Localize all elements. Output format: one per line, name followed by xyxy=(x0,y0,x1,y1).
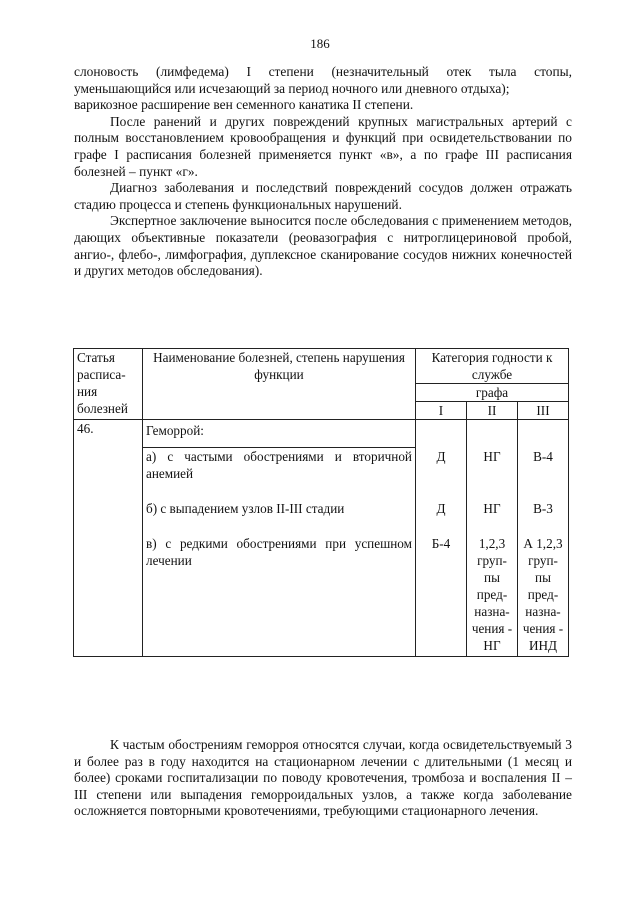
table-row xyxy=(74,500,569,535)
table-header-row xyxy=(74,349,569,384)
paragraph: слоновость (лимфедема) I степени (незначительный отек тыла стопы, уменьшающийся или исчезающий за период ночного или дневного отдыха); xyxy=(74,64,572,96)
article-number: 46. xyxy=(74,420,143,657)
header-col-i: I xyxy=(416,402,467,420)
paragraph: Диагноз заболевания и последствий повреждений сосудов должен отражать стадию процесса и степень функциональных нарушений. xyxy=(74,180,572,212)
header-col-iii: III xyxy=(518,402,569,420)
header-article: Статья расписа-ния болезней xyxy=(74,349,143,420)
cell-graf-iii: В-4 xyxy=(518,448,569,501)
paragraph: варикозное расширение вен семенного канатика II степени. xyxy=(74,97,414,113)
cell-graf-i: Д xyxy=(416,448,467,501)
row-item-text: б) с выпадением узлов II-III стадии xyxy=(143,500,416,535)
cell-graf-ii: НГ xyxy=(467,448,518,501)
paragraph: К частым обострениям геморроя относятся случаи, когда освидетельствуемый 3 и более раз в году находится на стационарном лечении с длительными (1 месяц и более) сроками госпитализации по поводу кровотечения, тромбоза и воспаления II – III степени или выпадения геморроидальных узлов, а также когда заболевание осложняется повторными кровотечениями, требующими стационарного лечения. xyxy=(74,737,572,819)
header-graf: графа xyxy=(416,384,569,402)
table-row xyxy=(74,448,569,501)
disease-schedule-table xyxy=(73,348,569,657)
table-row xyxy=(74,420,569,448)
cell-graf-i: Д xyxy=(416,500,467,535)
header-disease-name: Наименование болезней, степень нарушения функции xyxy=(143,349,416,420)
page-number: 186 xyxy=(310,36,330,51)
text-block-top xyxy=(74,64,572,280)
header-col-ii: II xyxy=(467,402,518,420)
cell-graf-iii: В-3 xyxy=(518,500,569,535)
paragraph: Экспертное заключение выносится после обследования с применением методов, дающих объективные показатели (реовазография с нитроглицериновой пробой, ангио-, флебо-, лимфография, дуплексное сканирование сосудов нижних конечностей и других методов обследования). xyxy=(74,213,572,279)
disease-title: Геморрой: xyxy=(143,420,416,448)
text-block-bottom xyxy=(74,737,572,820)
cell-graf-iii: А 1,2,3 груп-пы пред-назна-чения - ИНД xyxy=(518,535,569,657)
paragraph: После ранений и других повреждений крупных магистральных артерий с полным восстановлением кровообращения и функций при освидетельствовании по графе I расписания болезней применяется пункт «в», а по графе III расписания болезней – пункт «г». xyxy=(74,113,572,179)
cell-graf-i: Б-4 xyxy=(416,535,467,657)
cell-graf-ii: 1,2,3 груп-пы пред-назна-чения - НГ xyxy=(467,535,518,657)
row-item-text: в) с редкими обострениями при успешном лечении xyxy=(143,535,416,657)
cell-graf-ii: НГ xyxy=(467,500,518,535)
row-item-text: а) с частыми обострениями и вторичной анемией xyxy=(143,448,416,501)
table-row xyxy=(74,535,569,657)
header-category: Категория годности к службе xyxy=(416,349,569,384)
